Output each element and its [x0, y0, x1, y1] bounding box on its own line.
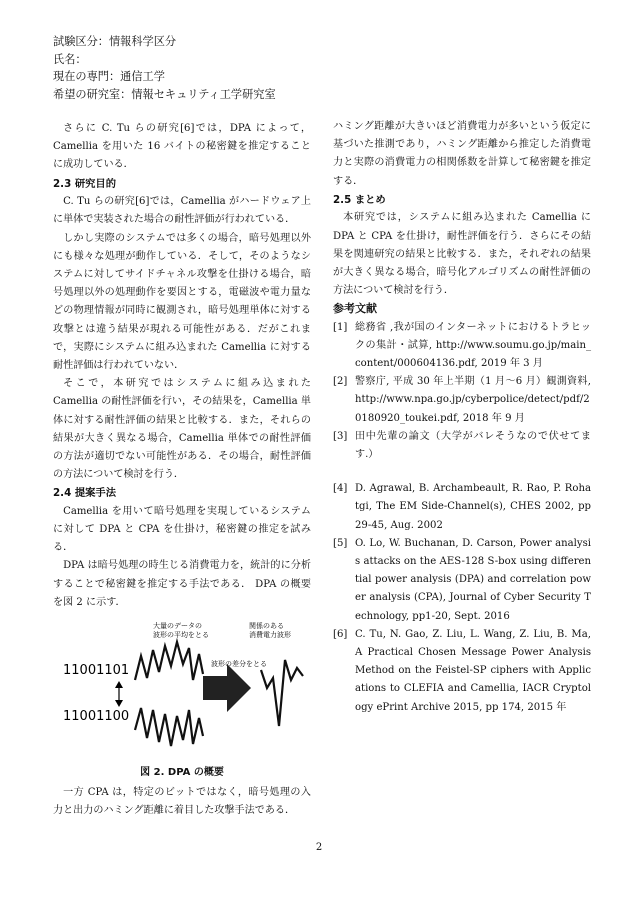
waveform-diff: [261, 660, 303, 726]
section-heading: 2.5 まとめ: [333, 193, 386, 206]
header-line: 氏名：: [53, 52, 87, 66]
figure-annotation: 波形の平均をとる: [153, 631, 209, 640]
dpa-figure: [53, 618, 311, 764]
reference-text: O. Lo, W. Buchanan, D. Carson, Power analysis attacks on the AES-128 S-box using differential power analysis (DPA) and correlation power analysis (CPA), Journal of Cyber Security Technology, pp1-20, Sept. 2016: [355, 537, 591, 622]
reference-number: [3]: [333, 430, 348, 442]
references-heading: 参考文献: [333, 302, 377, 316]
right-column: [333, 118, 591, 717]
paragraph: C. Tu らの研究[6]では，Camellia がハードウェア上に単体で実装された場合の耐性評価が行われている．: [53, 196, 311, 226]
bit-label: 11001101: [63, 663, 130, 679]
bit-label: 11001100: [63, 709, 130, 725]
paragraph: さらに C. Tu らの研究[6]では，DPA によって，Camellia を用いた 16 バイトの秘密鍵を推定することに成功している．: [53, 123, 311, 171]
reference-item: [333, 428, 591, 464]
reference-item: [333, 319, 591, 374]
reference-number: [2]: [333, 376, 348, 388]
waveform-1: [135, 642, 203, 680]
reference-number: [6]: [333, 628, 348, 640]
figure-annotation: 関係のある: [249, 622, 284, 631]
double-arrow-icon: [115, 681, 123, 707]
header-block: [53, 33, 276, 103]
left-column: [53, 120, 311, 821]
figure-annotation: 波形の差分をとる: [211, 660, 267, 669]
header-line: 試験区分：情報科学区分: [53, 35, 177, 48]
figure-annotation: 消費電力波形: [249, 631, 291, 640]
figure-caption: 図 2. DPA の概要: [140, 767, 224, 779]
dpa-diagram: [53, 618, 311, 764]
paragraph: そこで，本研究ではシステムに組み込まれた Camellia の耐性評価を行い，その結果を，Camellia 単体に対する耐性評価の結果と比較する．また，それらの結果が大きく異なる場合，Camellia 単体での耐性評価の方法が適切でない可能性がある．その場合，耐性評価の方法について検討を行う．: [53, 378, 311, 481]
reference-item: [333, 480, 591, 535]
section-heading: 2.3 研究目的: [53, 177, 117, 190]
figure-annotation: 大量のデータの: [153, 622, 202, 631]
reference-number: [5]: [333, 537, 348, 549]
paragraph: 本研究では，システムに組み込まれた Camellia に DPA と CPA を仕掛け，耐性評価を行う．さらにその結果を関連研究の結果と比較する．また，それぞれの結果が大きく異なる場合，暗号化アルゴリズムの耐性評価の方法について検討を行う．: [333, 212, 591, 297]
reference-text: 田中先輩の論文（大学がバレそうなので伏せてます.）: [355, 430, 591, 460]
page-number: 2: [315, 842, 323, 853]
reference-text: 総務省 ,我が国のインターネットにおけるトラヒックの集計・試算, http://www.soumu.go.jp/main_content/000604136.pdf, 2019 年 3 月: [355, 321, 591, 369]
paragraph: しかし実際のシステムでは多くの場合，暗号処理以外にも様々な処理が動作している．そして，そのようなシステムに対してサイドチャネル攻撃を仕掛ける場合，暗号処理以外の処理動作を要因とする，電磁波や電力量などの物理情報が同時に観測され，暗号処理単体に対する攻撃とは違う結果が現れる可能性がある．だがこれまで，実際にシステムに組み込まれた Camellia に対する耐性評価は行われていない．: [53, 232, 311, 371]
header-line: 希望の研究室：情報セキュリティ工学研究室: [53, 87, 276, 101]
reference-number: [1]: [333, 321, 348, 333]
section-heading: 2.4 提案手法: [53, 487, 117, 500]
reference-item: [333, 373, 591, 428]
paragraph: ハミング距離が大きいほど消費電力が多いという仮定に基づいた推測であり，ハミング距離から推定した消費電力と実際の消費電力の相関係数を計算して秘密鍵を推定する．: [333, 121, 591, 187]
reference-item: [333, 626, 591, 717]
paragraph: DPA は暗号処理の時生じる消費電力を，統計的に分析することで秘密鍵を推定する手法である． DPA の概要を図 2 に示す．: [53, 560, 311, 608]
reference-text: 警察庁, 平成 30 年上半期（1 月～6 月）観測資料,http://www.npa.go.jp/cyberpolice/detect/pdf/20180920_toukei.pdf, 2018 年 9 月: [355, 376, 591, 424]
arrow-right-icon: [203, 664, 251, 712]
paragraph: 一方 CPA は，特定のビットではなく，暗号処理の入力と出力のハミング距離に着目した攻撃手法である．: [53, 787, 311, 817]
reference-text: C. Tu, N. Gao, Z. Liu, L. Wang, Z. Liu, B. Ma, A Practical Chosen Message Power Analysis Method on the Feistel-SP ciphers with Applications to CLEFIA and Camellia, IACR Cryptology ePrint Archive 2015, pp 174, 2015 年: [355, 628, 591, 713]
reference-item: [333, 535, 591, 626]
waveform-2: [135, 708, 203, 746]
header-line: 現在の専門：通信工学: [53, 70, 165, 84]
reference-number: [4]: [333, 483, 348, 495]
paragraph: Camellia を用いて暗号処理を実現しているシステムに対して DPA と CPA を仕掛け，秘密鍵の推定を試みる．: [53, 505, 311, 554]
reference-text: D. Agrawal, B. Archambeault, R. Rao, P. Rohatgi, The EM Side-Channel(s), CHES 2002, pp29-45, Aug. 2002: [355, 483, 591, 531]
